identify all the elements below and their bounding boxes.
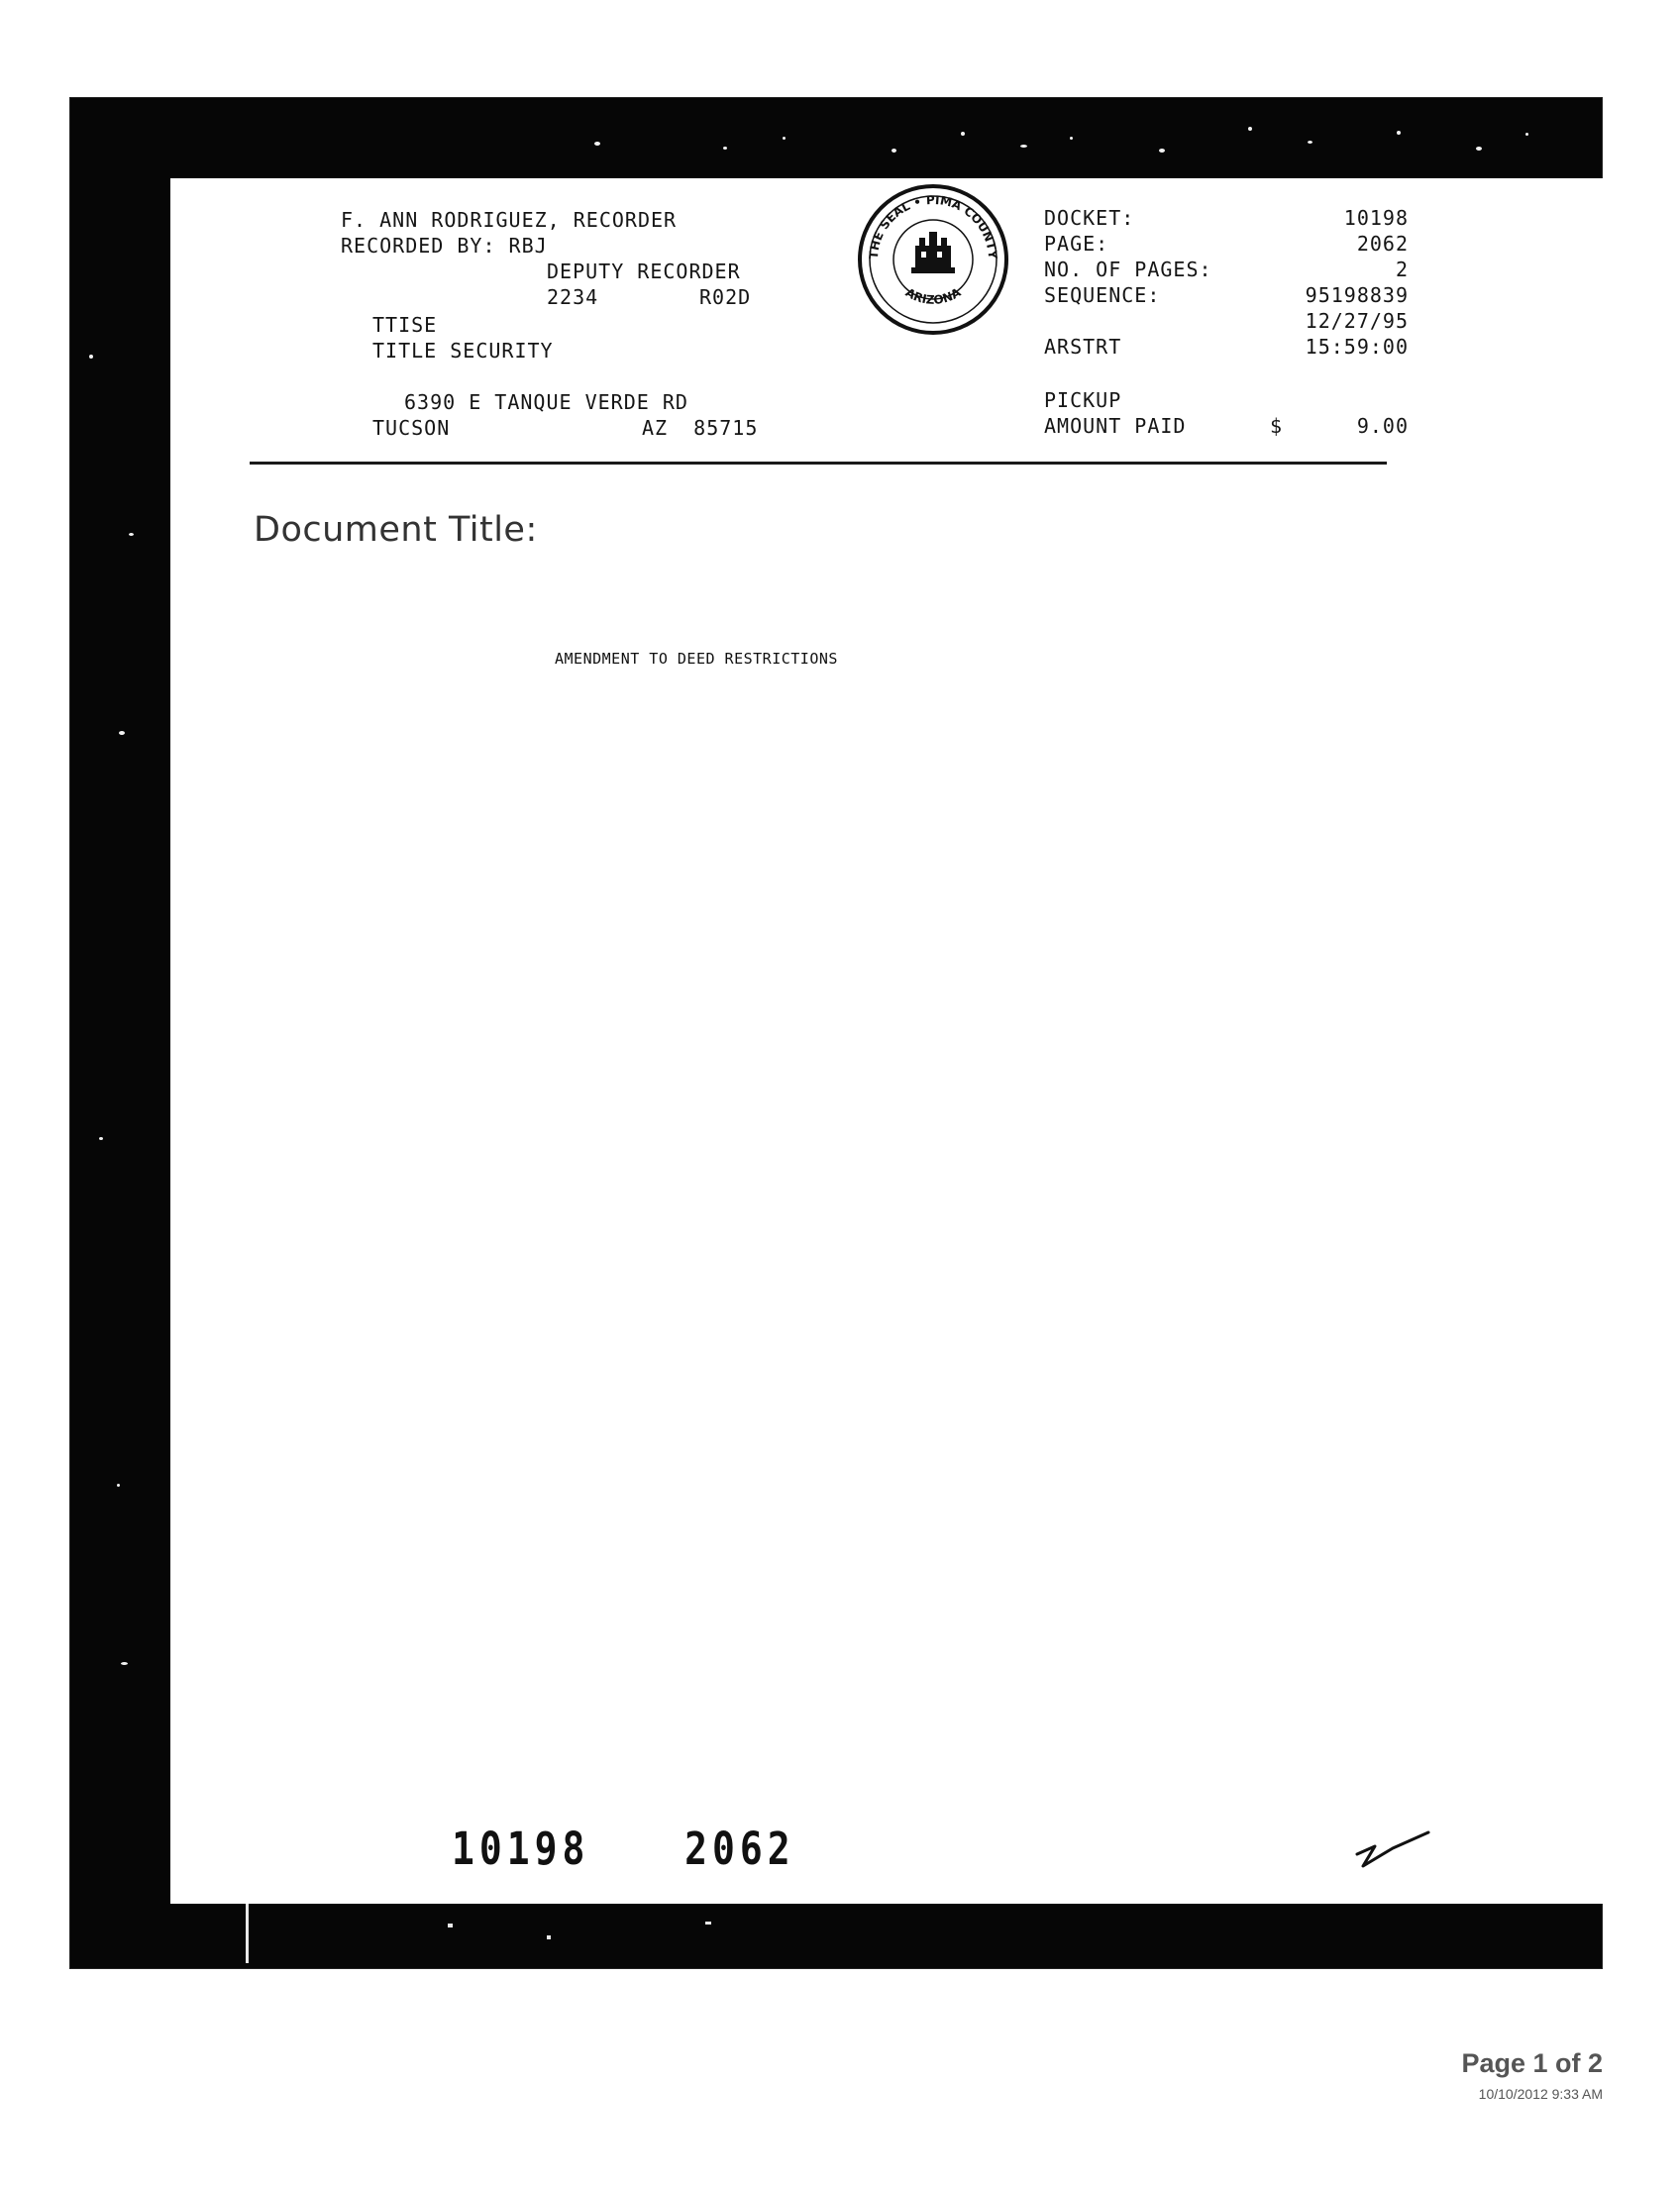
amount-paid-value: 9.00 bbox=[1356, 414, 1409, 438]
scan-noise bbox=[961, 132, 965, 136]
page-value: 2062 bbox=[1356, 232, 1409, 256]
scan-bottom-strip bbox=[170, 1904, 1605, 1969]
address-state-zip: AZ 85715 bbox=[642, 416, 759, 440]
deputy-recorder: DEPUTY RECORDER bbox=[547, 260, 741, 283]
scan-noise bbox=[89, 355, 93, 359]
scan-noise bbox=[1070, 137, 1073, 140]
header-divider bbox=[250, 462, 1387, 465]
company-name: TITLE SECURITY bbox=[372, 339, 554, 363]
handwritten-check-icon bbox=[1353, 1815, 1432, 1874]
scan-noise bbox=[705, 1922, 711, 1925]
docket-page-stamp bbox=[452, 1822, 795, 1875]
scan-noise bbox=[1159, 149, 1165, 153]
scan-noise bbox=[448, 1924, 453, 1927]
scan-noise bbox=[1308, 141, 1312, 144]
scan-noise bbox=[723, 147, 727, 150]
sequence-label: SEQUENCE: bbox=[1044, 283, 1161, 307]
page-label: PAGE: bbox=[1044, 232, 1109, 256]
record-date: 12/27/95 bbox=[1305, 309, 1409, 333]
record-time: 15:59:00 bbox=[1305, 335, 1409, 359]
scan-noise bbox=[783, 137, 786, 140]
recorded-by: RECORDED BY: RBJ bbox=[341, 234, 548, 258]
scan-noise bbox=[121, 1662, 128, 1665]
scan-noise bbox=[1397, 131, 1401, 135]
recorder-code-right: R02D bbox=[699, 285, 752, 309]
ttise-code: TTISE bbox=[372, 313, 438, 337]
recorder-name: F. ANN RODRIGUEZ, RECORDER bbox=[341, 208, 678, 232]
address-city: TUCSON bbox=[372, 416, 451, 440]
scan-noise bbox=[1476, 147, 1482, 151]
scan-noise bbox=[594, 142, 600, 146]
sequence-value: 95198839 bbox=[1305, 283, 1409, 307]
seal-bottom-text: ARIZONA bbox=[902, 285, 964, 308]
svg-text:ARIZONA bbox=[903, 285, 964, 307]
docket-label: DOCKET: bbox=[1044, 206, 1135, 230]
scan-noise bbox=[117, 1484, 120, 1487]
scan-noise bbox=[246, 1904, 249, 1963]
scan-noise bbox=[1525, 133, 1528, 136]
stamp-page: 2062 bbox=[684, 1822, 795, 1875]
pages-value: 2 bbox=[1395, 258, 1409, 281]
arstrt-label: ARSTRT bbox=[1044, 335, 1122, 359]
scan-noise bbox=[119, 731, 125, 735]
stamp-docket: 10198 bbox=[452, 1822, 590, 1875]
scan-noise bbox=[547, 1935, 551, 1939]
docket-value: 10198 bbox=[1343, 206, 1409, 230]
pages-label: NO. OF PAGES: bbox=[1044, 258, 1212, 281]
scan-noise bbox=[1020, 145, 1027, 148]
scan-noise bbox=[99, 1137, 103, 1140]
pickup-label: PICKUP bbox=[1044, 388, 1122, 412]
page-indicator: Page 1 of 2 bbox=[1461, 2048, 1603, 2078]
seal-top-text: THE SEAL • PIMA COUNTY bbox=[866, 192, 1000, 260]
print-timestamp: 10/10/2012 9:33 AM bbox=[1478, 2086, 1603, 2102]
document-title-value: AMENDMENT TO DEED RESTRICTIONS bbox=[555, 650, 838, 668]
recorder-code-left: 2234 bbox=[547, 285, 599, 309]
scan-noise bbox=[129, 533, 134, 536]
county-seal-icon bbox=[854, 180, 1012, 339]
address-street: 6390 E TANQUE VERDE RD bbox=[404, 390, 688, 414]
document-title-label: Document Title: bbox=[254, 510, 538, 550]
scan-noise bbox=[892, 149, 896, 153]
amount-paid-label: AMOUNT PAID bbox=[1044, 414, 1187, 438]
amount-currency: $ bbox=[1270, 414, 1284, 438]
scan-noise bbox=[1248, 127, 1252, 131]
